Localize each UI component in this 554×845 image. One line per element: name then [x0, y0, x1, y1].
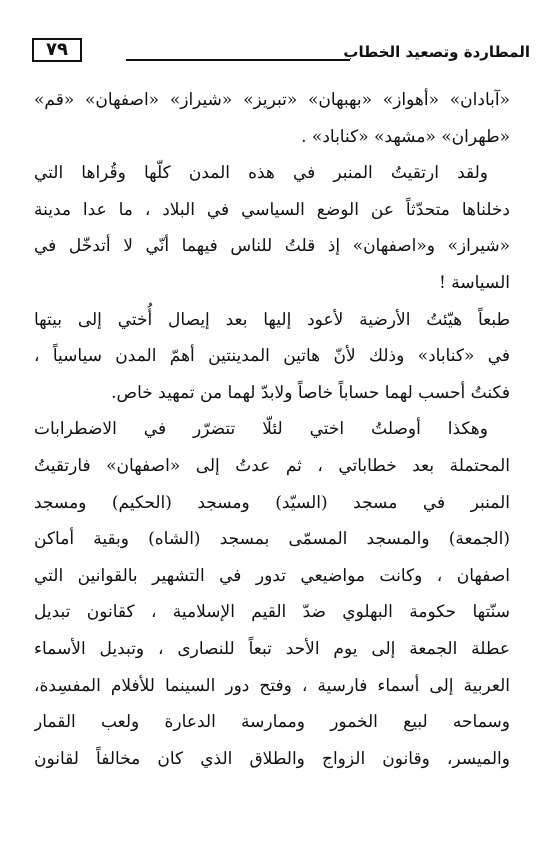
text-line: في «كناباد» وذلك لأنّ هاتين المدينتين أهمّ المدن سياسياً ،: [34, 346, 510, 367]
text-line: «طهران» «مشهد» «كناباد» .: [301, 126, 510, 147]
text-line: طبعاً هيّئتُ الأرضية لأعود إليها بعد إيصال أُختي إلى بيتها: [34, 309, 510, 330]
text-line: عطلة الجمعة إلى يوم الأحد تبعاً للنصارى ، وتبديل الأسماء: [34, 638, 510, 659]
page-number: ٧٩: [32, 38, 82, 62]
text-line: «آبادان» «أهواز» «بهبهان» «تبريز» «شيراز» «اصفهان» «قم»: [34, 90, 510, 110]
text-line: دخلناها متحدّثاً عن الوضع السياسي في البلاد ، ما عدا مدينة: [34, 199, 510, 220]
text-line: المحتملة بعد خطاباتي ، ثم عدتُ إلى «اصفهان» فارتقيتُ: [34, 455, 510, 476]
text-line: السياسة !: [439, 272, 510, 293]
page-header: [16, 26, 536, 66]
text-line: وسماحه لبيع الخمور وممارسة الدعارة ولعب القمار: [34, 712, 510, 733]
text-line: فكنتُ أحسب لهما حساباً خاصاً ولابدّ لهما من تمهيد خاص.: [111, 382, 510, 403]
running-title: المطاردة وتصعيد الخطاب: [343, 43, 530, 61]
text-line: المنبر في مسجد (السيّد) ومسجد (الحكيم) ومسجد: [34, 492, 510, 513]
text-line: العربية إلى أسماء فارسية ، وفتح دور السينما للأفلام المفسِدة،: [34, 675, 510, 696]
text-line: سنّتها حكومة البهلوي ضدّ القيم الإسلامية ، كقانون تبديل: [34, 602, 510, 623]
text-line: وهكذا أوصلتُ اختي لئلّا تتضرّر في الاضطرابات: [34, 419, 488, 440]
text-line: والميسر، وقانون الزواج والطلاق الذي كان مخالفاً لقانون: [34, 748, 510, 769]
text-line: اصفهان ، وكانت مواضيعي تدور في التشهير بالقوانين التي: [34, 565, 510, 586]
text-line: (الجمعة) والمسجد المسمّى بمسجد (الشاه) وبقية أماكن: [34, 529, 510, 550]
header-rule: [126, 59, 350, 61]
text-line: «شيراز» و«اصفهان» إذ قلتُ للناس فيهما أنّي لا أتدخّل في: [34, 236, 510, 257]
body-text: [34, 82, 510, 777]
text-line: ولقد ارتقيتُ المنبر في هذه المدن كلّها وقُراها التي: [34, 163, 488, 184]
